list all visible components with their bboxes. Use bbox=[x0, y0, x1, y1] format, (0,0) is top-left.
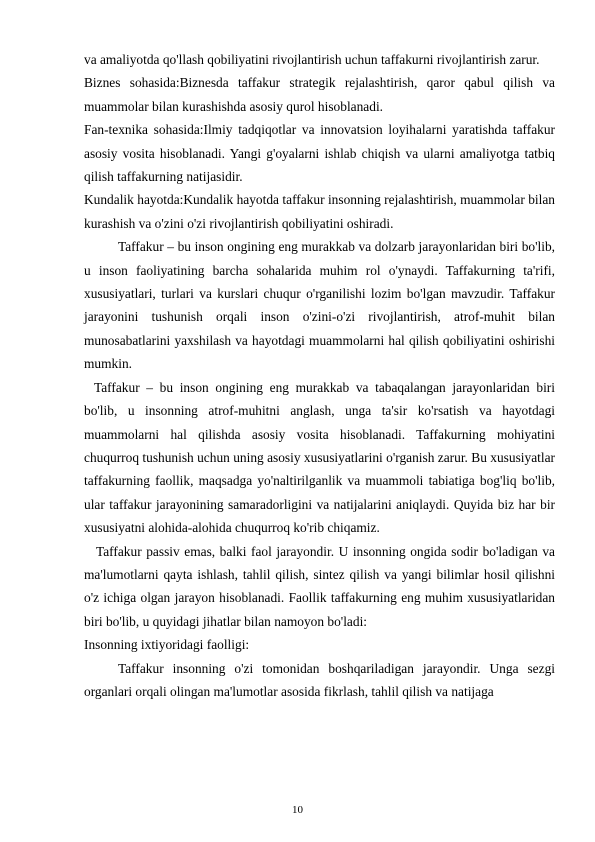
paragraph-science-technology: Fan-texnika sohasida:Ilmiy tadqiqotlar va innovatsion loyihalarni yaratishda taffakur asosiy vosita hisoblanadi. Yangi g'oyalarni ishlab chiqish va ularni amaliyotga tatbiq qilish taffakurning natijasidir. bbox=[84, 122, 555, 185]
paragraph-controlled-process: Taffakur insonning o'zi tomonidan boshqariladigan jarayondir. Unga sezgi organlari orqali olingan ma'lumotlar asosida fikrlash, tahlil qilish va natijaga bbox=[84, 660, 555, 699]
paragraph-daily-life: Kundalik hayotda:Kundalik hayotda taffakur insonning rejalashtirish, muammolar bilan kurashish va o'zini o'zi rivojlantirish qobiliyatini oshiradi. bbox=[84, 192, 555, 231]
paragraph-business: Biznes sohasida:Biznesda taffakur strategik rejalashtirish, qaror qabul qilish va muammolar bilan kurashishda asosiy qurol hisoblanadi. bbox=[84, 75, 555, 114]
paragraph-active-process: Taffakur passiv emas, balki faol jarayondir. U insonning ongida sodir bo'ladigan va ma'lumotlarni qayta ishlash, tahlil qilish, sintez qilish va yangi bilimlar hosil qilishni o'z ichiga olgan jarayon hisoblanadi. Faollik taffakurning eng muhim xususiyatlaridan biri bo'lib, u quyidagi jihatlar bilan namoyon bo'ladi: bbox=[84, 543, 555, 629]
page-number: 10 bbox=[292, 804, 303, 816]
paragraph-taffakur-definition: Taffakur – bu inson ongining eng murakkab va dolzarb jarayonlaridan biri bo'lib, u inson faoliyatining barcha sohalarida muhim rol o'ynaydi. Taffakurning ta'rifi, xususiyatlari, turlari va kurslari chuqur o'rganilishi lozim bo'lgan mavzudir. Taffakur jarayonini tushunish orqali inson o'zini-o'zi rivojlantirish, atrof-muhit bilan munosabatlarini yaxshilash va hayotdagi muammolarni hal qilish qobiliyatini oshirishi mumkin. bbox=[84, 239, 555, 372]
document-page bbox=[84, 48, 555, 703]
paragraph-subheading-voluntary-activity: Insonning ixtiyoridagi faolligi: bbox=[84, 637, 250, 653]
paragraph-taffakur-features: Taffakur – bu inson ongining eng murakkab va tabaqalangan jarayonlaridan biri bo'lib, u insonning atrof-muhitni anglash, unga ta'sir ko'rsatish va hayotdagi muammolarni hal qilishda asosiy vosita hisoblanadi. Taffakurning mohiyatini chuqurroq tushunish uchun uning asosiy xususiyatlarini o'rganish zarur. Bu xususiyatlar taffakurning faollik, maqsadga yo'naltirilganlik va muammoli tabiatiga bog'liq bo'lib, ular taffakur jarayonining samaradorligini va natijalarini aniqlaydi. Quyida biz har bir xususiyatni alohida-alohida chuqurroq ko'rib chiqamiz. bbox=[84, 379, 555, 536]
paragraph-intro-continuation: va amaliyotda qo'llash qobiliyatini rivojlantirish uchun taffakurni rivojlantirish zarur. bbox=[84, 52, 540, 67]
